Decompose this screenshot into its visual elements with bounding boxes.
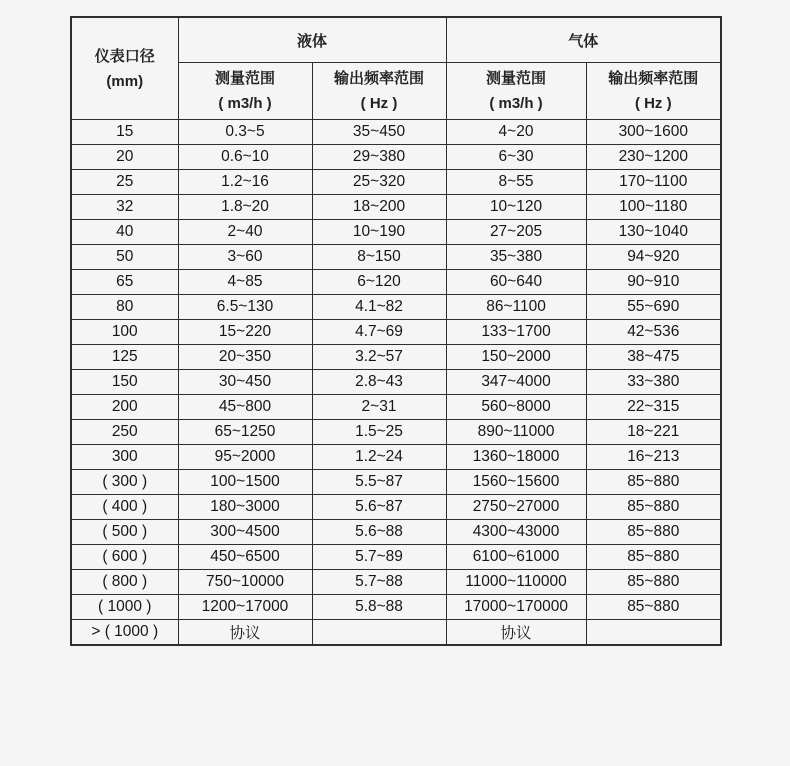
diameter-cell: 150 — [71, 370, 178, 395]
table-row — [71, 170, 721, 195]
table-header — [71, 17, 721, 120]
table-row — [71, 295, 721, 320]
liquid-range-cell: 1.8~20 — [178, 195, 312, 220]
gas-range-cell: 协议 — [446, 620, 586, 646]
diameter-cell: ( 300 ) — [71, 470, 178, 495]
liquid-range-cell: 0.6~10 — [178, 145, 312, 170]
gas-range-cell: 4300~43000 — [446, 520, 586, 545]
gas-freq-cell: 300~1600 — [586, 120, 721, 145]
header-gas-freq-unit: ( Hz ) — [634, 95, 672, 112]
liquid-freq-cell: 5.5~87 — [312, 470, 446, 495]
gas-range-cell: 560~8000 — [446, 395, 586, 420]
gas-range-cell: 10~120 — [446, 195, 586, 220]
table-row — [71, 245, 721, 270]
liquid-freq-cell: 10~190 — [312, 220, 446, 245]
gas-range-cell: 2750~27000 — [446, 495, 586, 520]
header-meter-diameter — [71, 17, 178, 120]
liquid-range-cell: 15~220 — [178, 320, 312, 345]
gas-freq-cell: 55~690 — [586, 295, 721, 320]
diameter-cell: > ( 1000 ) — [71, 620, 178, 646]
gas-range-cell: 133~1700 — [446, 320, 586, 345]
header-gas-group: 气体 — [446, 17, 721, 63]
gas-range-cell: 60~640 — [446, 270, 586, 295]
liquid-freq-cell: 2~31 — [312, 395, 446, 420]
gas-freq-cell: 94~920 — [586, 245, 721, 270]
header-liquid-measure-unit: ( m3/h ) — [218, 95, 272, 112]
table-row — [71, 470, 721, 495]
gas-range-cell: 86~1100 — [446, 295, 586, 320]
liquid-freq-cell: 5.7~89 — [312, 545, 446, 570]
gas-freq-cell: 85~880 — [586, 495, 721, 520]
liquid-range-cell: 100~1500 — [178, 470, 312, 495]
header-gas-output-frequency — [586, 63, 721, 120]
header-liquid-freq-label: 输出频率范围 — [334, 70, 425, 87]
table-row — [71, 195, 721, 220]
liquid-range-cell: 30~450 — [178, 370, 312, 395]
diameter-cell: 40 — [71, 220, 178, 245]
liquid-range-cell: 65~1250 — [178, 420, 312, 445]
gas-freq-cell: 85~880 — [586, 520, 721, 545]
liquid-range-cell: 1200~17000 — [178, 595, 312, 620]
liquid-freq-cell — [312, 620, 446, 646]
gas-freq-cell: 90~910 — [586, 270, 721, 295]
liquid-freq-cell: 35~450 — [312, 120, 446, 145]
liquid-freq-cell: 1.5~25 — [312, 420, 446, 445]
liquid-freq-cell: 3.2~57 — [312, 345, 446, 370]
diameter-cell: ( 800 ) — [71, 570, 178, 595]
header-liquid-measure-range — [178, 63, 312, 120]
liquid-range-cell: 1.2~16 — [178, 170, 312, 195]
table-body — [71, 120, 721, 646]
table-row — [71, 345, 721, 370]
table-row — [71, 395, 721, 420]
gas-freq-cell: 85~880 — [586, 570, 721, 595]
table-row — [71, 320, 721, 345]
header-liquid-measure-label: 测量范围 — [214, 70, 275, 87]
liquid-range-cell: 180~3000 — [178, 495, 312, 520]
liquid-freq-cell: 5.8~88 — [312, 595, 446, 620]
table-row — [71, 120, 721, 145]
gas-range-cell: 4~20 — [446, 120, 586, 145]
gas-freq-cell: 22~315 — [586, 395, 721, 420]
table-row — [71, 595, 721, 620]
gas-freq-cell: 42~536 — [586, 320, 721, 345]
header-liquid-freq-unit: ( Hz ) — [360, 95, 398, 112]
flowmeter-spec-table — [70, 16, 722, 646]
table-row — [71, 445, 721, 470]
diameter-cell: 65 — [71, 270, 178, 295]
header-liquid-output-frequency — [312, 63, 446, 120]
diameter-cell: 20 — [71, 145, 178, 170]
liquid-freq-cell: 29~380 — [312, 145, 446, 170]
liquid-range-cell: 3~60 — [178, 245, 312, 270]
gas-range-cell: 1360~18000 — [446, 445, 586, 470]
gas-range-cell: 11000~110000 — [446, 570, 586, 595]
liquid-range-cell: 4~85 — [178, 270, 312, 295]
liquid-range-cell: 450~6500 — [178, 545, 312, 570]
liquid-freq-cell: 5.6~87 — [312, 495, 446, 520]
table-row — [71, 220, 721, 245]
gas-range-cell: 6100~61000 — [446, 545, 586, 570]
gas-range-cell: 8~55 — [446, 170, 586, 195]
header-meter-diameter-line1: 仪表口径 — [94, 47, 155, 65]
liquid-freq-cell: 5.6~88 — [312, 520, 446, 545]
liquid-freq-cell: 8~150 — [312, 245, 446, 270]
gas-freq-cell: 85~880 — [586, 595, 721, 620]
liquid-range-cell: 45~800 — [178, 395, 312, 420]
gas-freq-cell: 85~880 — [586, 470, 721, 495]
diameter-cell: ( 400 ) — [71, 495, 178, 520]
diameter-cell: ( 600 ) — [71, 545, 178, 570]
gas-range-cell: 35~380 — [446, 245, 586, 270]
header-gas-measure-unit: ( m3/h ) — [489, 95, 543, 112]
gas-freq-cell: 170~1100 — [586, 170, 721, 195]
liquid-freq-cell: 6~120 — [312, 270, 446, 295]
table-row — [71, 370, 721, 395]
liquid-range-cell: 95~2000 — [178, 445, 312, 470]
gas-freq-cell: 33~380 — [586, 370, 721, 395]
gas-freq-cell: 130~1040 — [586, 220, 721, 245]
gas-freq-cell: 16~213 — [586, 445, 721, 470]
table-row — [71, 270, 721, 295]
header-liquid-group: 液体 — [178, 17, 446, 63]
header-gas-freq-label: 输出频率范围 — [608, 70, 699, 87]
gas-range-cell: 17000~170000 — [446, 595, 586, 620]
table-row — [71, 620, 721, 646]
liquid-freq-cell: 25~320 — [312, 170, 446, 195]
table-row — [71, 520, 721, 545]
liquid-range-cell: 300~4500 — [178, 520, 312, 545]
liquid-range-cell: 750~10000 — [178, 570, 312, 595]
liquid-freq-cell: 4.7~69 — [312, 320, 446, 345]
table-row — [71, 495, 721, 520]
diameter-cell: 50 — [71, 245, 178, 270]
diameter-cell: ( 1000 ) — [71, 595, 178, 620]
gas-freq-cell: 38~475 — [586, 345, 721, 370]
liquid-freq-cell: 2.8~43 — [312, 370, 446, 395]
gas-freq-cell: 100~1180 — [586, 195, 721, 220]
liquid-freq-cell: 4.1~82 — [312, 295, 446, 320]
diameter-cell: 80 — [71, 295, 178, 320]
liquid-range-cell: 6.5~130 — [178, 295, 312, 320]
liquid-range-cell: 2~40 — [178, 220, 312, 245]
gas-range-cell: 347~4000 — [446, 370, 586, 395]
gas-freq-cell — [586, 620, 721, 646]
liquid-freq-cell: 5.7~88 — [312, 570, 446, 595]
diameter-cell: ( 500 ) — [71, 520, 178, 545]
table-row — [71, 570, 721, 595]
table-row — [71, 420, 721, 445]
gas-freq-cell: 18~221 — [586, 420, 721, 445]
liquid-range-cell: 20~350 — [178, 345, 312, 370]
diameter-cell: 32 — [71, 195, 178, 220]
gas-range-cell: 890~11000 — [446, 420, 586, 445]
diameter-cell: 25 — [71, 170, 178, 195]
liquid-range-cell: 协议 — [178, 620, 312, 646]
liquid-freq-cell: 1.2~24 — [312, 445, 446, 470]
gas-range-cell: 150~2000 — [446, 345, 586, 370]
diameter-cell: 250 — [71, 420, 178, 445]
diameter-cell: 200 — [71, 395, 178, 420]
gas-freq-cell: 230~1200 — [586, 145, 721, 170]
gas-freq-cell: 85~880 — [586, 545, 721, 570]
table-row — [71, 145, 721, 170]
gas-range-cell: 27~205 — [446, 220, 586, 245]
liquid-freq-cell: 18~200 — [312, 195, 446, 220]
liquid-range-cell: 0.3~5 — [178, 120, 312, 145]
diameter-cell: 100 — [71, 320, 178, 345]
table-row — [71, 545, 721, 570]
diameter-cell: 15 — [71, 120, 178, 145]
header-group-row — [71, 17, 721, 63]
header-gas-measure-label: 测量范围 — [486, 70, 547, 87]
gas-range-cell: 6~30 — [446, 145, 586, 170]
gas-range-cell: 1560~15600 — [446, 470, 586, 495]
diameter-cell: 125 — [71, 345, 178, 370]
header-meter-diameter-unit: (mm) — [106, 72, 144, 90]
header-gas-measure-range — [446, 63, 586, 120]
diameter-cell: 300 — [71, 445, 178, 470]
